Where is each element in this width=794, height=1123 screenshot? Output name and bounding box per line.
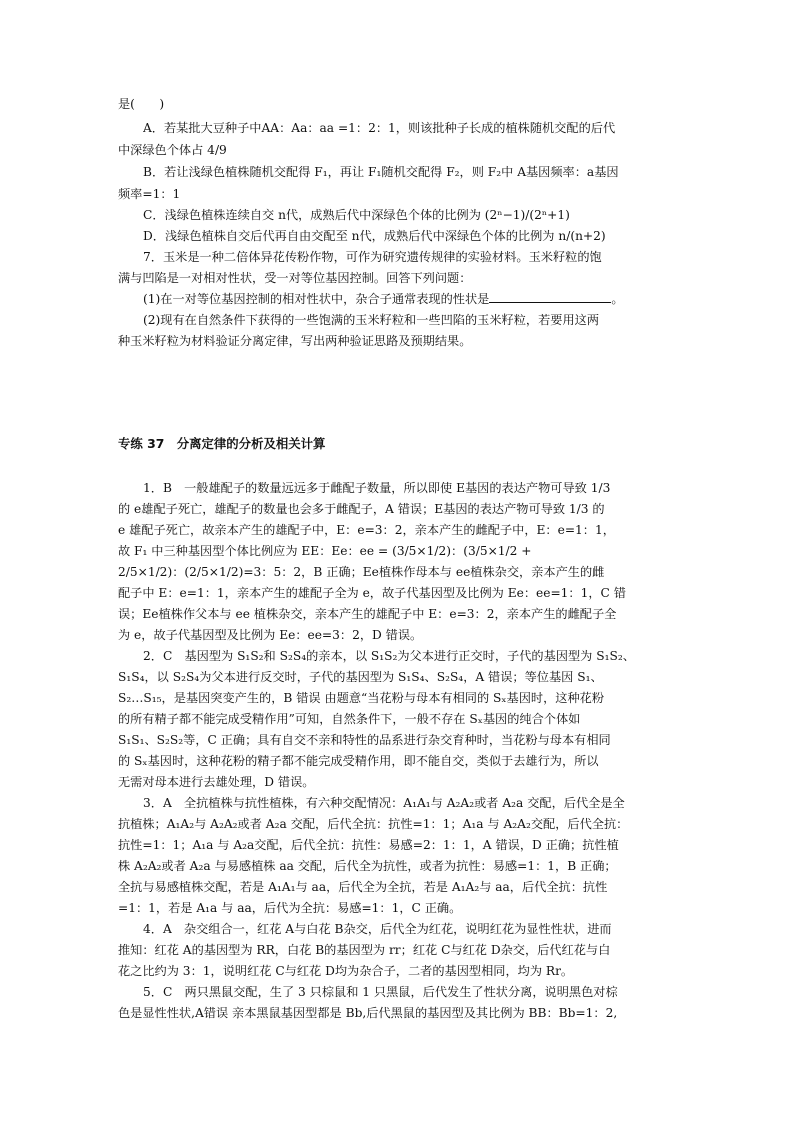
answer-2-line: 的 Sₓ基因时，这种花粉的精子都不能完成受精作用，即不能自交，类似于去雄行为，所以 (118, 754, 599, 768)
question-7-part-1-text: (1)在一对等位基因控制的相对性状中，杂合子通常表现的性状是 (143, 292, 490, 306)
answer-3-line: =1：1，若是 A₁a 与 aa，后代为全抗：易感=1：1，C 正确。 (118, 901, 462, 915)
answer-1-line: 的 e雄配子死亡，雄配子的数量也会多于雌配子，A 错误；E基因的表达产物可导致 1/3 的 (118, 502, 605, 516)
option-b-line-1: B．若让浅绿色植株随机交配得 F₁，再让 F₁随机交配得 F₂，则 F₂中 A基因频率：a基因 (143, 165, 619, 179)
answer-4-line: 4．A 杂交组合一，红花 A与白花 B杂交，后代全为红花，说明红花为显性性状，进而 (143, 922, 612, 936)
answer-4-line: 推知：红花 A的基因型为 RR，白花 B的基因型为 rr；红花 C与红花 D杂交，后代红花与白 (118, 943, 611, 957)
question-7-part-2-line-2: 种玉米籽粒为材料验证分离定律，写出两种验证思路及预期结果。 (118, 334, 472, 348)
option-b-line-2: 频率=1：1 (118, 187, 181, 201)
answer-1-line: e 雄配子死亡，故亲本产生的雄配子中，E：e=3：2，亲本产生的雌配子中，E：e=1：1， (118, 523, 615, 537)
answer-3-line: 株 A₂A₂或者 A₂a 与易感植株 aa 交配，后代全为抗性，或者为抗性：易感=1：1，B 正确； (118, 859, 617, 873)
option-c: C．浅绿色植株连续自交 n代，成熟后代中深绿色个体的比例为 (2ⁿ−1)/(2ⁿ+1) (143, 208, 570, 222)
answer-section-heading: 专练 37 分离定律的分析及相关计算 (118, 436, 326, 451)
answer-5-line: 色是显性性状,A错误 亲本黑鼠基因型都是 Bb,后代黑鼠的基因型及其比例为 BB：Bb=1：2, (118, 1006, 618, 1020)
answer-3-line: 抗性=1：1；A₁a 与 A₂a交配，后代全抗：抗性：易感=2：1：1，A 错误，D 正确；抗性植 (118, 838, 619, 852)
answer-blank[interactable] (489, 290, 611, 303)
answer-2-line: S₁S₄，以 S₂S₄为父本进行反交时，子代的基因型为 S₁S₄、S₂S₄，A 错误；等位基因 S₁、 (118, 670, 603, 684)
answer-5-line: 5．C 两只黑鼠交配，生了 3 只棕鼠和 1 只黑鼠，后代发生了性状分离，说明黑色对棕 (143, 985, 618, 999)
answer-1-line: 配子中 E：e=1：1，亲本产生的雄配子全为 e，故子代基因型及比例为 Ee：ee=1：1，C 错 (118, 586, 626, 600)
answer-1-line: 故 F₁ 中三种基因型个体比例应为 EE：Ee：ee = (3/5×1/2)：(3/5×1/2 + (118, 544, 532, 558)
option-d: D．浅绿色植株自交后代再自由交配至 n代，成熟后代中深绿色个体的比例为 n/(n+2) (143, 229, 606, 243)
answer-1-line: 2/5×1/2)：(2/5×1/2)=3：5：2，B 正确；Ee植株作母本与 ee植株杂交，亲本产生的雌 (118, 565, 605, 579)
question-7-part-2-line-1: (2)现有在自然条件下获得的一些饱满的玉米籽粒和一些凹陷的玉米籽粒，若要用这两 (143, 313, 600, 327)
answer-3-line: 全抗与易感植株交配，若是 A₁A₁与 aa，后代全为全抗，若是 A₁A₂与 aa，后代全抗：抗性 (118, 880, 608, 894)
answer-3-line: 3．A 全抗植株与抗性植株，有六种交配情况：A₁A₁与 A₂A₂或者 A₂a 交配，后代全是全 (143, 796, 625, 810)
question-7-part-1 (143, 289, 676, 309)
answer-2-line: 的所有精子都不能完成受精作用”可知，自然条件下，一般不存在 Sₓ基因的纯合个体如 (118, 712, 581, 726)
question-7-part-1-end: 。 (611, 292, 624, 306)
answer-1-line: 误；Ee植株作父本与 ee 植株杂交，亲本产生的雄配子中 E：e=3：2，亲本产生的雌配子全 (118, 607, 617, 621)
question-7-line-1: 7．玉米是一种二倍体异花传粉作物，可作为研究遗传规律的实验材料。玉米籽粒的饱 (143, 250, 602, 264)
answer-4-line: 花之比约为 3：1，说明红花 C与红花 D均为杂合子，二者的基因型相同，均为 Rr。 (118, 964, 574, 978)
option-a-line-1: A．若某批大豆种子中AA：Aa：aa =1：2：1，则该批种子长成的植株随机交配的后代 (143, 121, 616, 135)
answer-1-line: 1．B 一般雄配子的数量远远多于雌配子数量，所以即使 E基因的表达产物可导致 1/3 (143, 481, 611, 495)
answer-1-line: 为 e，故子代基因型及比例为 Ee：ee=3：2，D 错误。 (118, 628, 423, 642)
answer-2-line: 2．C 基因型为 S₁S₂和 S₂S₄的亲本，以 S₁S₂为父本进行正交时，子代的基因型为 S₁S₂、 (143, 649, 635, 663)
answer-2-line: 无需对母本进行去雄处理，D 错误。 (118, 775, 315, 789)
answer-3-line: 抗植株；A₁A₂与 A₂A₂或者 A₂a 交配，后代全抗：抗性=1：1；A₁a 与 A₂A₂交配，后代全抗： (118, 817, 629, 831)
question-7-line-2: 满与凹陷是一对相对性状，受一对等位基因控制。回答下列问题： (118, 271, 472, 285)
question-stem-tail: 是( ) (118, 97, 165, 111)
answer-2-line: S₂…S₁₅，是基因突变产生的，B 错误 由题意“当花粉与母本有相同的 Sₓ基因时，这种花粉 (118, 691, 605, 705)
answer-2-line: S₁S₁、S₂S₂等，C 正确；具有自交不亲和特性的品系进行杂交育种时，当花粉与母本有相同 (118, 733, 611, 747)
option-a-line-2: 中深绿色个体占 4/9 (118, 143, 227, 157)
